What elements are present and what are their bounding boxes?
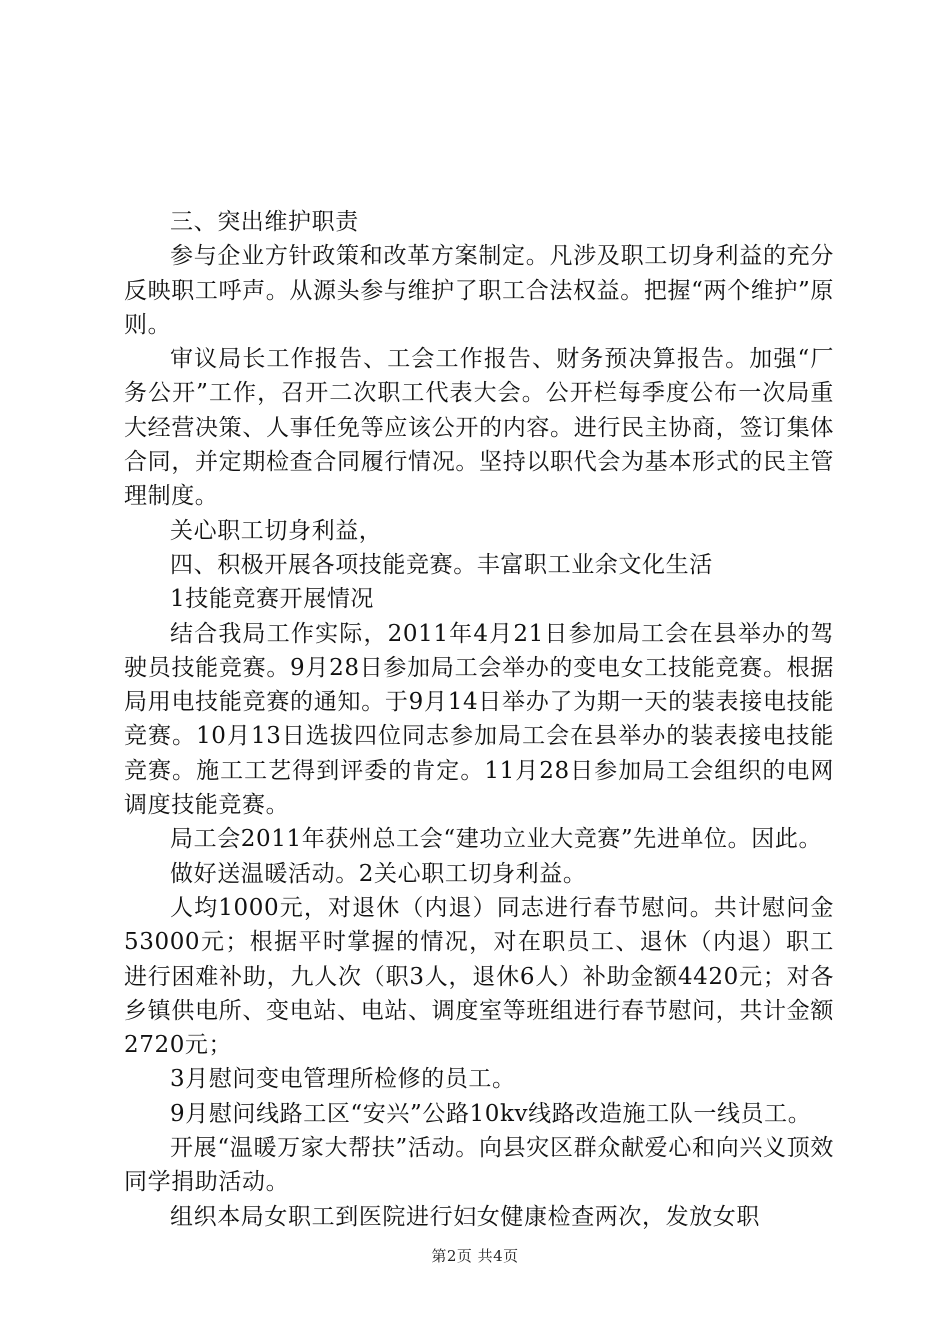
paragraph: 组织本局女职工到医院进行妇女健康检查两次，发放女职: [170, 1203, 760, 1230]
subsection-heading: 1技能竞赛开展情况: [170, 586, 375, 613]
document-body: [124, 205, 834, 1234]
paragraph: 局工会2011年获州总工会“建功立业大竞赛”先进单位。因此。: [170, 826, 823, 853]
paragraph: 9月慰问线路工区“安兴”公路10kv线路改造施工队一线员工。: [170, 1100, 812, 1127]
paragraph: 3月慰问变电管理所检修的员工。: [170, 1066, 516, 1093]
paragraph: 审议局长工作报告、工会工作报告、财务预决算报告。加强“厂务公开”工作，召开二次职工代表大会。公开栏每季度公布一次局重大经营决策、人事任免等应该公开的内容。进行民主协商，签订集体合同，并定期检查合同履行情况。坚持以职代会为基本形式的民主管理制度。: [124, 346, 834, 510]
paragraph: 关心职工切身利益，: [170, 517, 383, 544]
paragraph: 人均1000元，对退休（内退）同志进行春节慰问。共计慰问金53000元；根据平时掌握的情况，对在职员工、退休（内退）职工进行困难补助，九人次（职3人，退休6人）补助金额4420元；对各乡镇供电所、变电站、电站、调度室等班组进行春节慰问，共计金额2720元；: [124, 894, 834, 1059]
paragraph: 结合我局工作实际，2011年4月21日参加局工会在县举办的驾驶员技能竞赛。9月28日参加局工会举办的变电女工技能竞赛。根据局用电技能竞赛的通知。于9月14日举办了为期一天的装表接电技能竞赛。10月13日选拔四位同志参加局工会在县举办的装表接电技能竞赛。施工工艺得到评委的肯定。11月28日参加局工会组织的电网调度技能竞赛。: [124, 620, 834, 819]
page-number: 第2页 共4页: [431, 1247, 519, 1265]
paragraph: 开展“温暖万家大帮扶”活动。向县灾区群众献爱心和向兴义顶效同学捐助活动。: [124, 1135, 834, 1196]
paragraph: 做好送温暖活动。2关心职工切身利益。: [170, 860, 587, 887]
section-heading-3: 三、突出维护职责: [170, 209, 359, 235]
section-heading-4: 四、积极开展各项技能竞赛。丰富职工业余文化生活: [170, 551, 713, 578]
paragraph: 参与企业方针政策和改革方案制定。凡涉及职工切身利益的充分反映职工呼声。从源头参与维护了职工合法权益。把握“两个维护”原则。: [124, 243, 834, 338]
